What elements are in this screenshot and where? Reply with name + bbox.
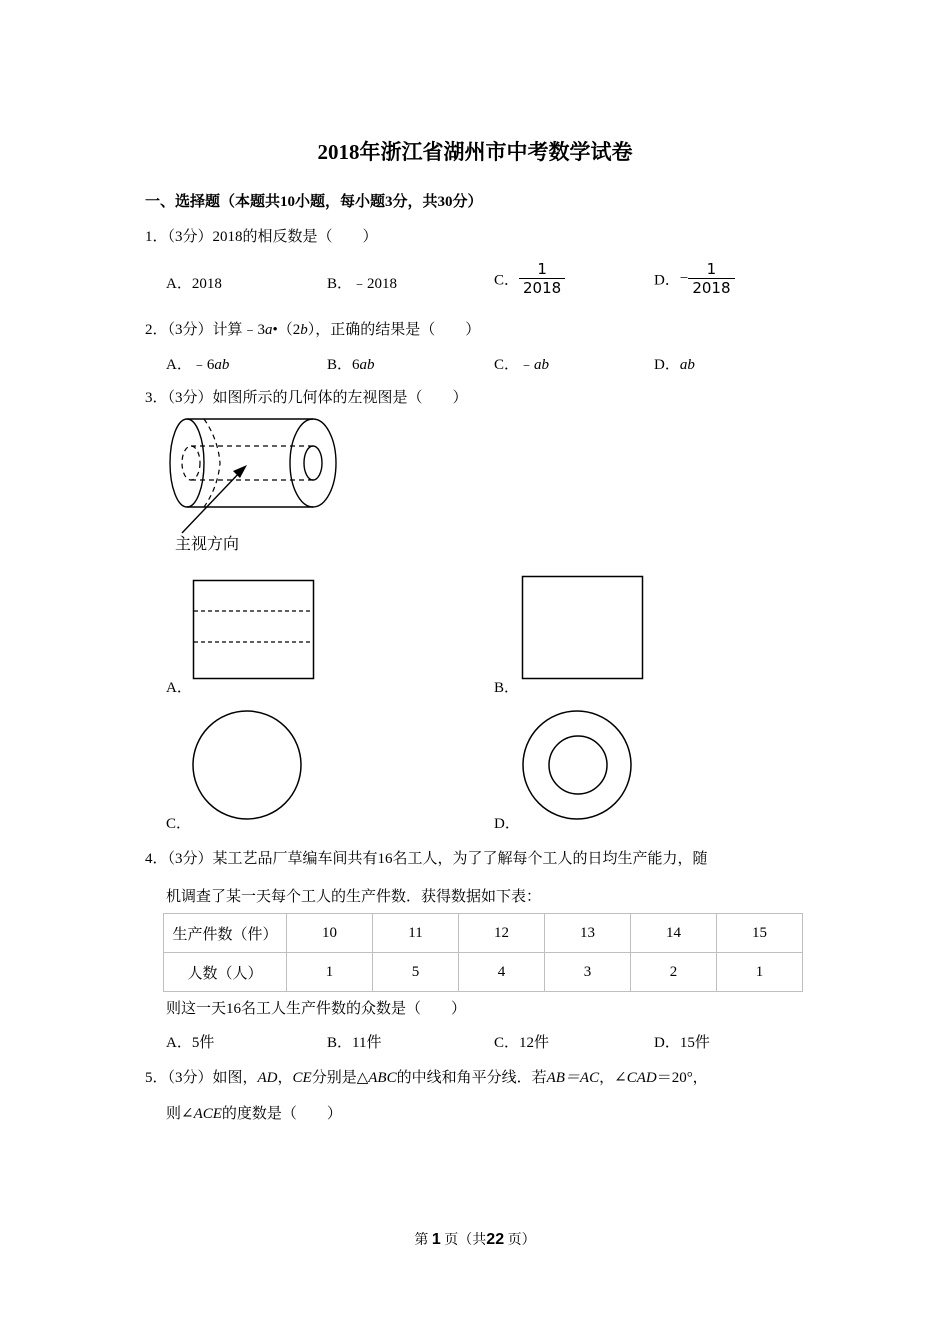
q5-var: ACE [193, 1106, 222, 1122]
q5-text: ，∠ [599, 1070, 627, 1086]
footer-text: 页） [507, 1233, 536, 1248]
section-heading: 一、选择题（本题共10小题，每小题3分，共30分） [145, 194, 483, 210]
table-cell: 3 [545, 953, 631, 992]
q1-option-d-fraction [688, 261, 734, 297]
square-outline [523, 577, 643, 679]
q5-text: 5．（3分）如图， [145, 1070, 258, 1086]
minus-sign: − [679, 270, 689, 287]
q5-var: ABC [368, 1070, 397, 1086]
q5-var: CAD [626, 1070, 657, 1086]
figure-label: 主视方向 [175, 534, 240, 553]
question-5-line2 [166, 1102, 342, 1123]
option-text: C．﹣ [494, 357, 535, 373]
q5-text: ＝20°， [656, 1070, 708, 1086]
circle-outline [193, 711, 301, 819]
question-4-question: 则这一天16名工人生产件数的众数是（ ） [166, 1001, 467, 1017]
q3-option-b-figure [521, 575, 645, 681]
data-table [163, 913, 803, 992]
fraction-numerator: 1 [537, 260, 547, 278]
q2-option-c [494, 353, 549, 374]
table-cell: 1 [717, 953, 803, 992]
page-title: 2018年浙江省湖州市中考数学试卷 [317, 140, 633, 164]
q2-option-d [654, 353, 695, 374]
option-var: ab [679, 357, 695, 373]
footer-text: 页（共 [444, 1233, 487, 1248]
table-cell: 1 [287, 953, 373, 992]
hole-ellipse [304, 446, 322, 480]
option-text: D． [654, 357, 680, 373]
question-1-stem: 1．（3分）2018的相反数是（ ） [145, 229, 378, 245]
q3-option-c-figure [191, 709, 305, 821]
option-var: ab [214, 357, 230, 373]
table-row [164, 953, 803, 992]
q4-option-b: B．11件 [327, 1035, 382, 1051]
table-row [164, 914, 803, 953]
q5-var: CE [292, 1070, 312, 1086]
option-text: A．﹣6 [166, 357, 215, 373]
table-cell: 5 [373, 953, 459, 992]
view-arrow-head [233, 465, 247, 478]
square-outline [194, 581, 314, 679]
q2-text: •（2 [272, 322, 301, 338]
q1-option-c-label: C． [494, 272, 520, 289]
q5-text: 分别是△ [311, 1070, 369, 1086]
page-number: 1 [431, 1231, 441, 1248]
q5-text: 的中线和角平分线．若 [396, 1070, 547, 1086]
q2-option-b [327, 353, 375, 374]
q4-option-d: D．15件 [654, 1035, 710, 1051]
q2-text: 2．（3分）计算﹣3 [145, 322, 266, 338]
q3-option-a-label: A． [166, 680, 192, 696]
table-cell: 14 [631, 914, 717, 953]
outer-circle [523, 711, 631, 819]
q3-option-d-label: D． [494, 816, 520, 832]
table-cell: 15 [717, 914, 803, 953]
fraction-denominator: 2018 [519, 278, 565, 297]
question-4-stem-line2: 机调查了某一天每个工人的生产件数．获得数据如下表： [166, 889, 542, 905]
q4-option-a: A．5件 [166, 1035, 215, 1051]
table-header-cell: 人数（人） [164, 953, 287, 992]
table-cell: 4 [459, 953, 545, 992]
option-text: B．6 [327, 357, 360, 373]
fraction-denominator: 2018 [688, 278, 734, 297]
left-end-ellipse [170, 419, 204, 507]
q2-option-a [166, 353, 229, 374]
q1-option-c [494, 261, 565, 297]
fraction-numerator: 1 [706, 260, 717, 278]
page-footer [0, 1229, 950, 1249]
option-var: ab [359, 357, 375, 373]
table-cell: 11 [373, 914, 459, 953]
hidden-hole-left [182, 446, 200, 480]
q2-var-b: b [300, 322, 308, 338]
q2-text: ），正确的结果是（ ） [307, 322, 481, 338]
q5-var: AD [257, 1070, 278, 1086]
q4-option-c: C．12件 [494, 1035, 550, 1051]
q1-option-b: B．﹣2018 [327, 276, 398, 292]
question-5-line1 [145, 1066, 708, 1087]
total-pages: 22 [486, 1231, 505, 1248]
q1-option-d [654, 261, 735, 297]
q5-text: ， [277, 1070, 293, 1086]
q3-option-d-figure [521, 709, 635, 821]
q2-var-a: a [265, 322, 273, 338]
q5-text: 则∠ [166, 1106, 194, 1122]
table-cell: 13 [545, 914, 631, 953]
table-header-cell: 生产件数（件） [164, 914, 287, 953]
q1-option-c-fraction [519, 261, 565, 297]
footer-text: 第 [414, 1233, 429, 1248]
table-cell: 12 [459, 914, 545, 953]
q3-option-c-label: C． [166, 816, 192, 832]
question-4-stem-line1: 4．（3分）某工艺品厂草编车间共有16名工人，为了了解每个工人的日均生产能力，随 [145, 851, 708, 867]
table-cell: 2 [631, 953, 717, 992]
inner-circle [549, 736, 607, 794]
table-cell: 10 [287, 914, 373, 953]
hidden-left-arc [204, 419, 220, 507]
right-end-ellipse [290, 419, 336, 507]
q1-option-a: A．2018 [166, 276, 222, 292]
q1-option-d-label: D． [654, 272, 680, 289]
question-2-stem [145, 318, 480, 339]
option-var: ab [534, 357, 550, 373]
q3-option-a-figure [192, 579, 316, 681]
q3-option-b-label: B． [494, 680, 520, 696]
q5-var: AB＝AC [546, 1070, 600, 1086]
q5-text: 的度数是（ ） [221, 1106, 342, 1122]
question-3-stem: 3．（3分）如图所示的几何体的左视图是（ ） [145, 390, 468, 406]
